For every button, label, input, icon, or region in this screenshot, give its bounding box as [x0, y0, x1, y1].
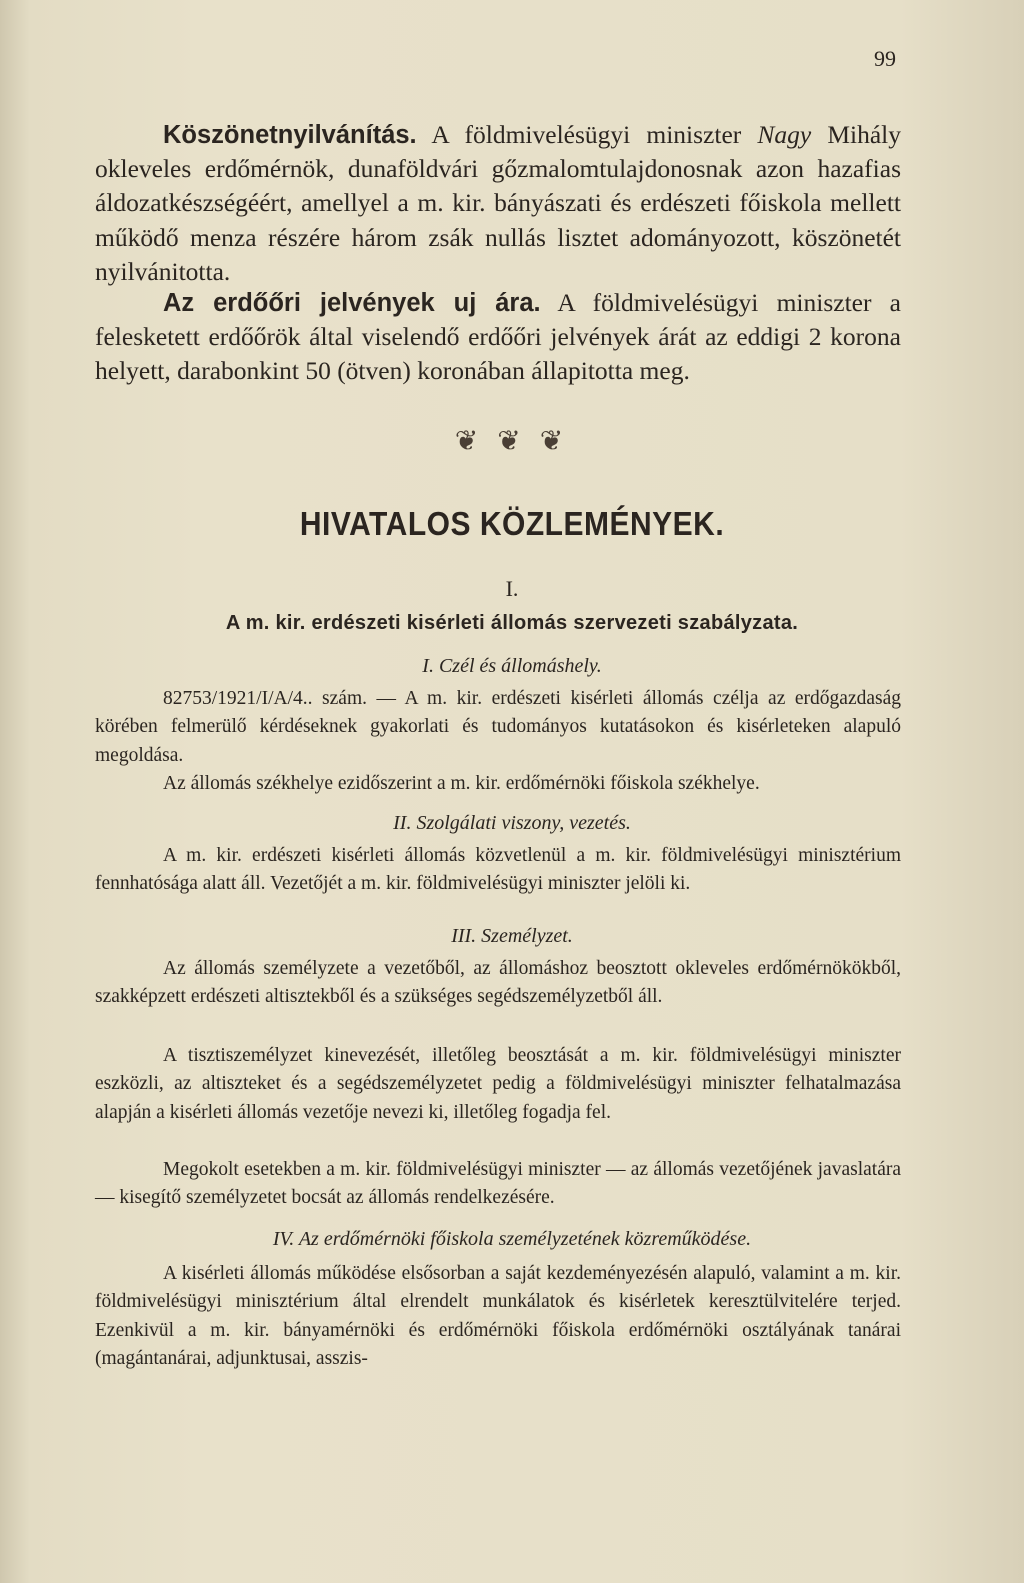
section-title-3: III. Személyzet.: [451, 925, 573, 947]
section-2-paragraph-1: A m. kir. erdészeti kisérleti állomás közvetlenül a m. kir. földmivelésügyi minisztérium fennhatósága alatt áll. Vezetőjét a m. kir. földmivelésügyi miniszter jelöli ki.: [95, 845, 901, 895]
section-title-4: IV. Az erdőmérnöki főiskola személyzetének közreműködése.: [272, 1228, 752, 1250]
acknowledgement-text-start: A földmivelésügyi miniszter: [416, 120, 758, 149]
badge-price-title: Az erdőőri jelvények uj ára.: [163, 289, 541, 317]
section-3-paragraph-1: Az állomás személyzete a vezetőből, az állomáshoz beosztott okleveles erdőmérnökökből, szakképzett erdészeti altisztekből és a szükséges segédszemélyzetből áll.: [95, 958, 901, 1008]
section-title-2: II. Szolgálati viszony, vezetés.: [393, 812, 631, 834]
section-1-paragraph-1: 82753/1921/I/A/4.. szám. — A m. kir. erdészeti kisérleti állomás czélja az erdőgazdaság körében felmerülő kérdéseknek gyakorlati és tudományos kutatásokon és kisérleteken alapuló megoldása.: [95, 688, 901, 766]
acknowledgement-text-rest: Mihály okleveles erdőmérnök, dunaföldvári gőzmalomtulajdonosnak azon hazafias áldozatkészségéért, amellyel a m. kir. bányászati és erdészeti főiskola mellett működő menza részére három zsák nullás lisztet adományozott, köszönetét nyilvánitotta.: [95, 120, 901, 286]
paragraph-acknowledgement: [95, 118, 901, 289]
section-3-paragraph-3: Megokolt esetekben a m. kir. földmivelésügyi miniszter — az állomás vezetőjének javaslatára — kisegítő személyzetet bocsát az állomás rendelkezésére.: [95, 1159, 901, 1209]
acknowledgement-title: Köszönetnyilvánítás.: [163, 121, 417, 149]
section-1-paragraph-2: Az állomás székhelye ezidőszerint a m. kir. erdőmérnöki főiskola székhelye.: [163, 773, 760, 794]
page-number: 99: [874, 46, 896, 71]
section-heading: HIVATALOS KÖZLEMÉNYEK.: [299, 505, 725, 543]
ornament-divider: ❦ ❦ ❦: [454, 426, 570, 457]
badge-price-text: A földmivelésügyi miniszter a felesketett erdőőrök által viselendő erdőőri jelvények árát az eddigi 2 korona helyett, darabonkint 50 (ötven) koronában állapitotta meg.: [95, 288, 901, 386]
section-title-1: I. Czél és állomáshely.: [422, 655, 602, 677]
paragraph-badge-price: [95, 286, 901, 389]
section-4-paragraph-1: A kisérleti állomás működése elsősorban a saját kezdeményezésén alapuló, valamint a m. kir. földmivelésügyi minisztérium által elrendelt munkálatok és kisérletek keresztülvitelére terjed. Ezenkivül a m. kir. bányamérnöki és erdőmérnöki főiskola erdőmérnöki osztályának tanárai (magántanárai, adjunktusai, asszis-: [95, 1263, 901, 1370]
acknowledgement-name: Nagy: [757, 120, 812, 149]
section-3-paragraph-2: A tisztiszemélyzet kinevezését, illetőleg beosztását a m. kir. földmivelésügyi miniszter eszközli, az altiszteket és a segédszemélyzetet pedig a földmivelésügyi miniszter felhatalmazása alapján a kisérleti állomás vezetője nevezi ki, illetőleg fogadja fel.: [95, 1045, 901, 1123]
regulation-title: A m. kir. erdészeti kisérleti állomás szervezeti szabályzata.: [225, 612, 799, 634]
roman-numeral: I.: [505, 576, 519, 601]
